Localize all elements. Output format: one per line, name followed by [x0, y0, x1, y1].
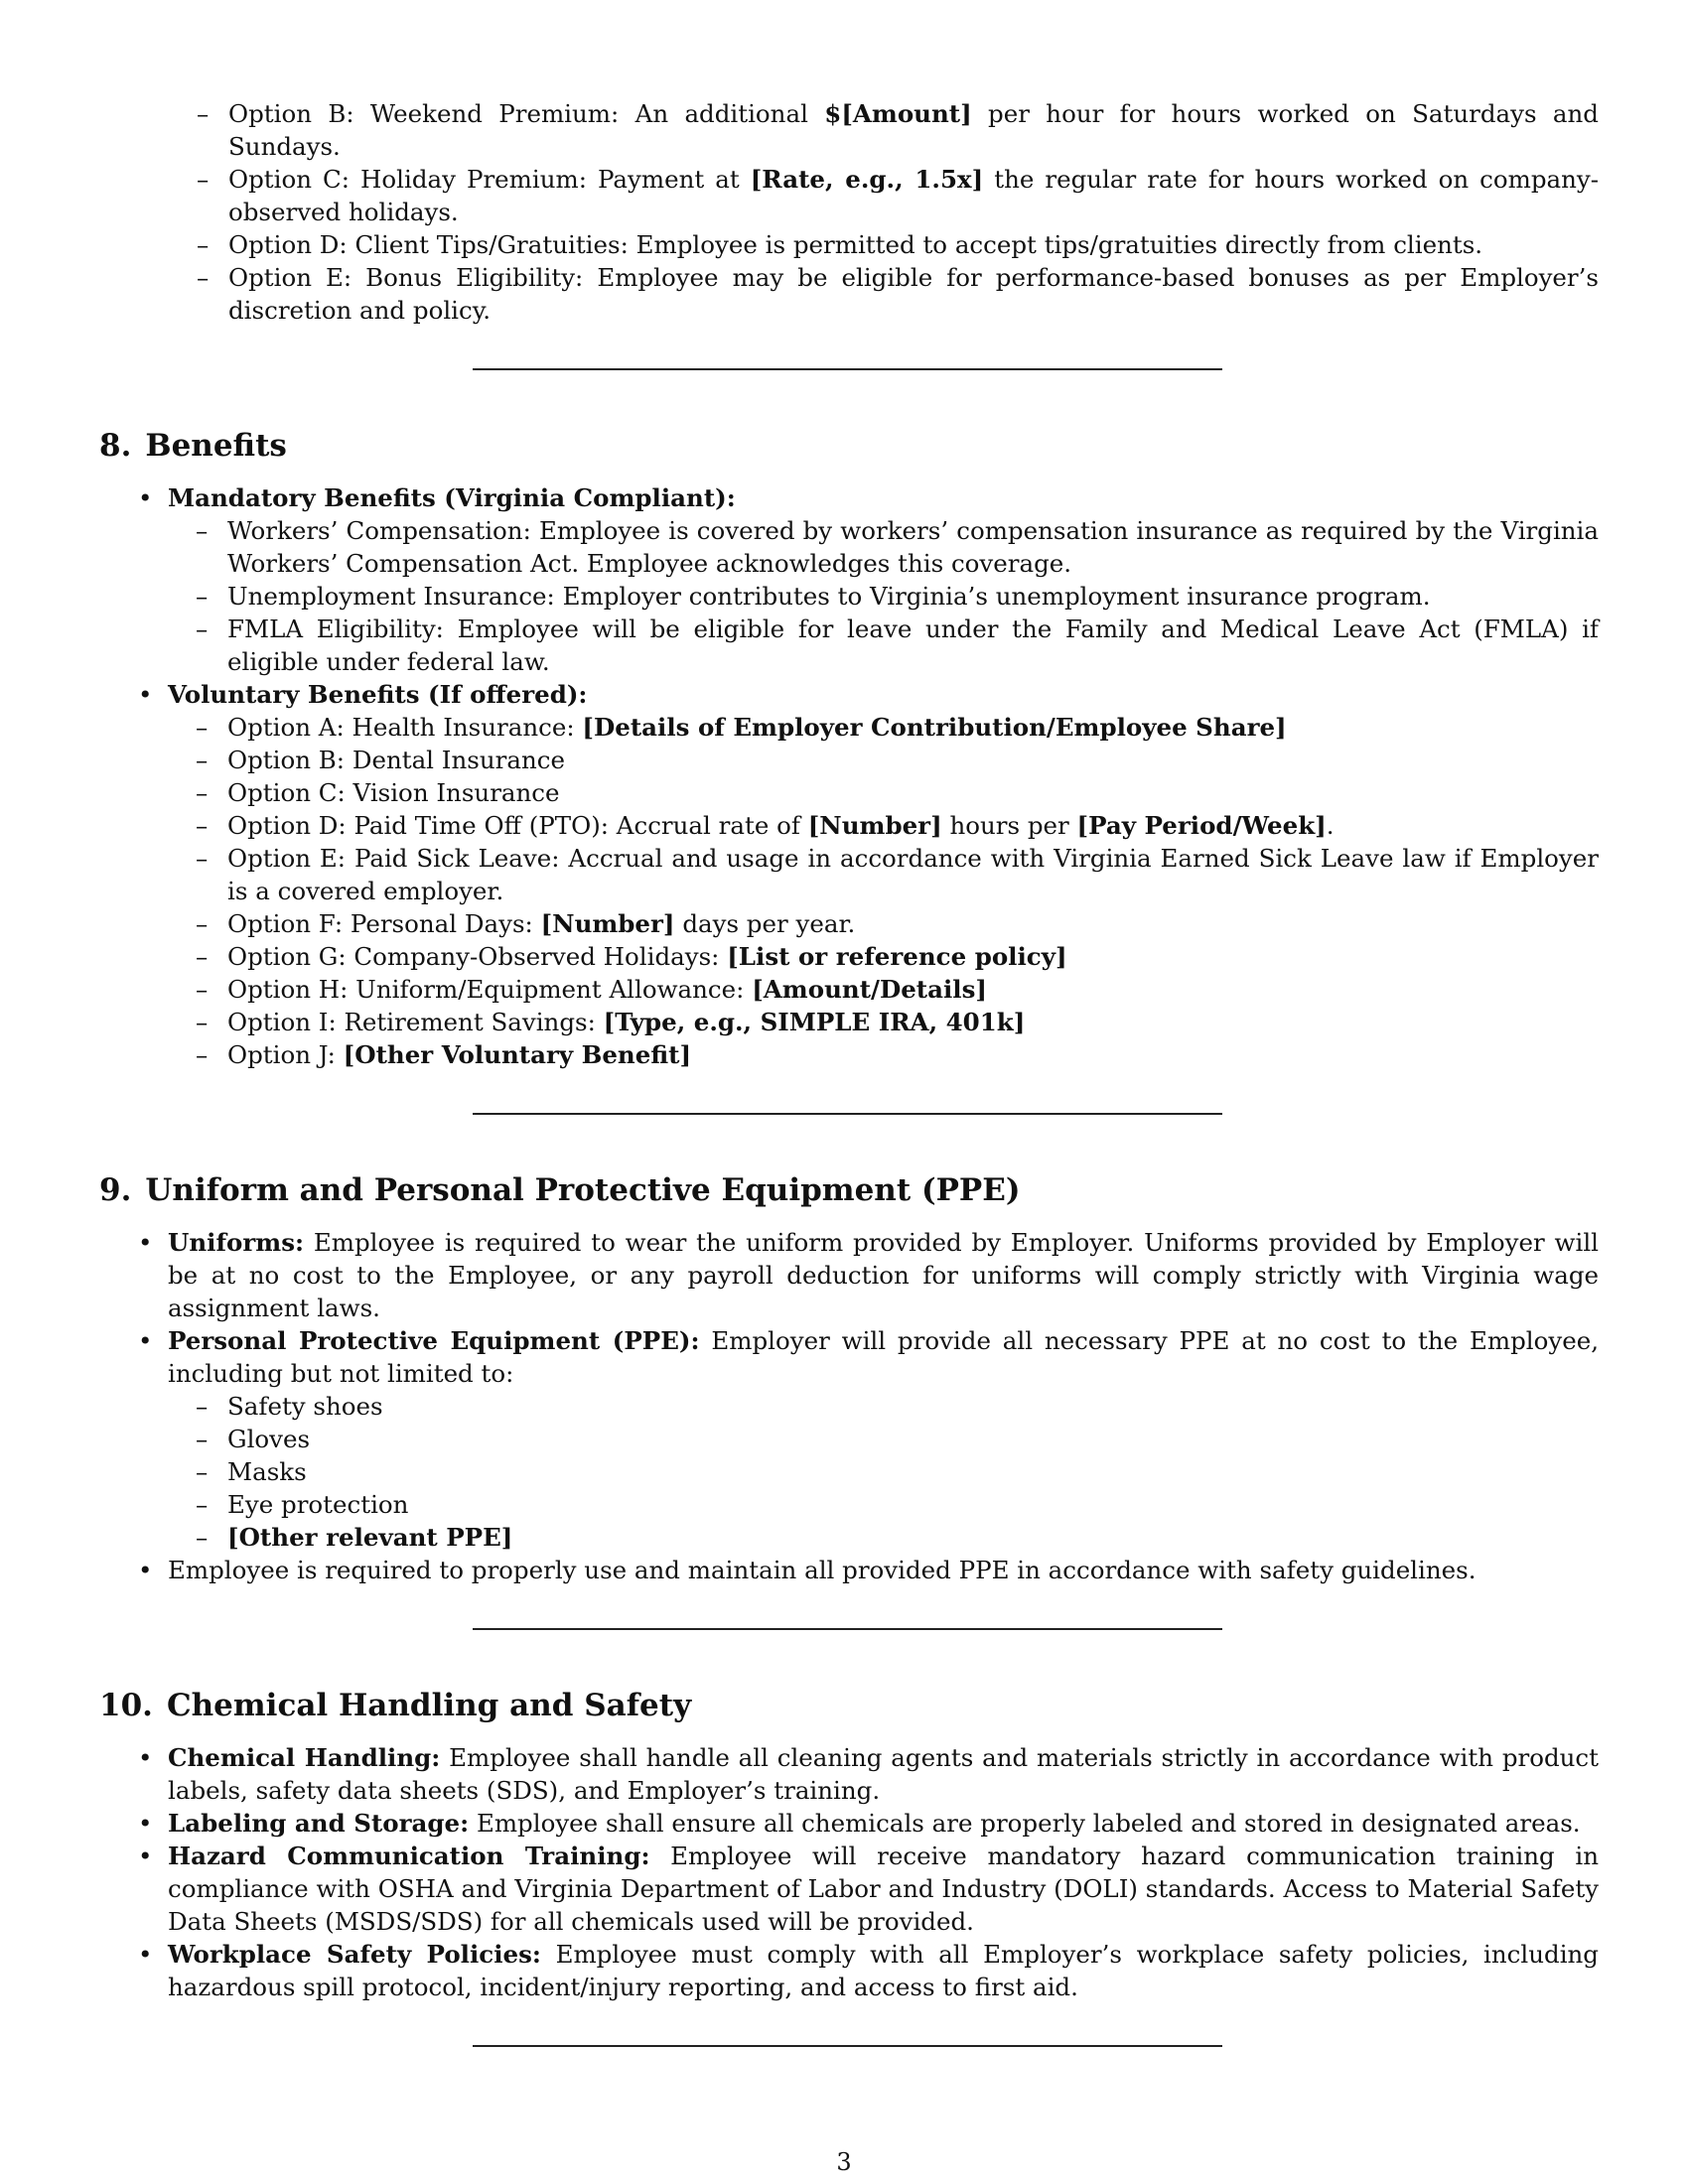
placeholder-text: [Number]: [807, 811, 942, 840]
continued-options-list: [99, 97, 1599, 327]
list-item: [227, 907, 1599, 940]
section-title: Uniform and Personal Protective Equipment (PPE): [145, 1172, 1021, 1208]
item-label: Labeling and Storage:: [168, 1809, 470, 1838]
item-text: Option C: Holiday Premium: Payment at: [228, 165, 751, 194]
item-text: hours per: [941, 811, 1077, 840]
section-number: 9.: [99, 1172, 132, 1208]
placeholder-text: [Other Voluntary Benefit]: [343, 1040, 692, 1069]
section-divider: [473, 368, 1222, 370]
item-text: Employer will provide all necessary PPE at no cost to the Employee, including but not limited to:: [168, 1326, 1599, 1388]
section-uniform-ppe: [99, 1170, 1599, 1586]
list-item: [227, 1521, 1599, 1554]
list-item: – FMLA Eligibility: Employee will be eligible for leave under the Family and Medical Leave Act (FMLA) if eligible under federal law.: [227, 613, 1599, 678]
list-item: – Eye protection: [227, 1488, 1599, 1521]
section-divider: [473, 2045, 1222, 2047]
page-content: [99, 97, 1599, 2103]
list-item: [227, 973, 1599, 1006]
item-text: Option B: Dental Insurance: [227, 746, 565, 774]
item-text: .: [1326, 811, 1335, 840]
item-text: Option D: Client Tips/Gratuities: Employee is permitted to accept tips/gratuities directly from clients.: [228, 230, 1483, 259]
item-label: Workplace Safety Policies:: [168, 1940, 541, 1969]
item-text: Option D: Paid Time Off (PTO): Accrual rate of: [227, 811, 808, 840]
item-label: Hazard Communication Training:: [168, 1842, 650, 1870]
list-item: [227, 744, 1599, 776]
section-divider: [473, 1628, 1222, 1630]
placeholder-text: [Pay Period/Week]: [1076, 811, 1327, 840]
benefits-list: [99, 481, 1599, 1071]
item-text: Employee shall handle all cleaning agents and materials strictly in accordance with product labels, safety data sheets (SDS), and Employer’s training.: [168, 1743, 1599, 1805]
section-number: 8.: [99, 428, 132, 464]
item-text: Option C: Vision Insurance: [227, 778, 560, 807]
section-benefits: [99, 426, 1599, 1071]
list-item: – Unemployment Insurance: Employer contributes to Virginia’s unemployment insurance program.: [227, 580, 1599, 613]
item-label: Mandatory Benefits (Virginia Compliant):: [168, 483, 736, 512]
list-item: [228, 163, 1599, 228]
list-item: – Safety shoes: [227, 1390, 1599, 1423]
ppe-items-list: [168, 1390, 1599, 1554]
section-number: 10.: [99, 1688, 153, 1723]
item-text: Employee must comply with all Employer’s workplace safety policies, including hazardous spill protocol, incident/injury reporting, and access to first aid.: [168, 1940, 1599, 2001]
placeholder-text: [Type, e.g., SIMPLE IRA, 401k]: [603, 1008, 1026, 1036]
list-item: [168, 1840, 1599, 1938]
list-item: [228, 228, 1599, 261]
item-text: Option J:: [227, 1040, 344, 1069]
list-item: [228, 97, 1599, 163]
item-text: Option G: Company-Observed Holidays:: [227, 942, 728, 971]
list-item: [227, 1038, 1599, 1071]
item-text: Option B: Weekend Premium: An additional: [228, 99, 825, 128]
item-label: Voluntary Benefits (If offered):: [168, 680, 588, 709]
placeholder-text: [Rate, e.g., 1.5x]: [750, 165, 984, 194]
list-item: [168, 1324, 1599, 1554]
item-label: Uniforms:: [168, 1228, 305, 1257]
list-item: [227, 711, 1599, 744]
section-chemical-safety: [99, 1686, 1599, 2003]
list-item: [168, 1807, 1599, 1840]
list-item: [168, 481, 1599, 678]
list-item: [227, 809, 1599, 842]
placeholder-text: [Amount/Details]: [752, 975, 987, 1004]
placeholder-text: [Other relevant PPE]: [227, 1523, 513, 1552]
list-item: – Workers’ Compensation: Employee is covered by workers’ compensation insurance as required by the Virginia Workers’ Compensation Act. Employee acknowledges this coverage.: [227, 514, 1599, 580]
page-number: 3: [836, 2148, 852, 2176]
list-item: [168, 678, 1599, 1071]
list-item: [227, 842, 1599, 907]
item-text: Option H: Uniform/Equipment Allowance:: [227, 975, 753, 1004]
item-label: Personal Protective Equipment (PPE):: [168, 1326, 700, 1355]
list-item: [227, 1006, 1599, 1038]
list-item: [168, 1226, 1599, 1324]
placeholder-text: [Number]: [540, 909, 675, 938]
placeholder-text: [List or reference policy]: [727, 942, 1067, 971]
section-title: Benefits: [145, 428, 287, 464]
uniform-ppe-list: [99, 1226, 1599, 1586]
list-item: [228, 261, 1599, 327]
item-text: days per year.: [674, 909, 856, 938]
section-title: Chemical Handling and Safety: [166, 1688, 692, 1723]
list-item: [227, 776, 1599, 809]
section-divider: [473, 1113, 1222, 1115]
item-text: Employee will receive mandatory hazard communication training in compliance with OSHA and Virginia Department of Labor and Industry (DOLI) standards. Access to Material Safety Data Sheets (MSDS/SDS) for all chemicals used will be provided.: [168, 1842, 1599, 1936]
item-text: Employee is required to wear the uniform provided by Employer. Uniforms provided by Employer will be at no cost to the Employee, or any payroll deduction for uniforms will comply strictly with Virginia wage assignment laws.: [168, 1228, 1599, 1322]
item-text: Option A: Health Insurance:: [227, 713, 583, 742]
item-label: Chemical Handling:: [168, 1743, 441, 1772]
item-text: the regular rate for hours worked on company-observed holidays.: [228, 165, 1600, 226]
item-text: Option F: Personal Days:: [227, 909, 541, 938]
list-item: – Gloves: [227, 1423, 1599, 1455]
section-heading: [99, 1686, 1599, 1725]
item-text: per hour for hours worked on Saturdays and Sundays.: [228, 99, 1599, 161]
list-item: [168, 1741, 1599, 1807]
section-heading: [99, 1170, 1599, 1210]
list-item: – Masks: [227, 1455, 1599, 1488]
chemical-safety-list: [99, 1741, 1599, 2003]
placeholder-text: $[Amount]: [824, 99, 972, 128]
voluntary-benefits-list: [168, 711, 1599, 1071]
item-text: Option E: Bonus Eligibility: Employee may be eligible for performance-based bonuses as per Employer’s discretion and policy.: [228, 263, 1599, 325]
list-item: [227, 940, 1599, 973]
list-item: • Employee is required to properly use and maintain all provided PPE in accordance with safety guidelines.: [168, 1554, 1599, 1586]
list-item: [168, 1938, 1599, 2003]
mandatory-benefits-list: [168, 514, 1599, 678]
item-text: Option I: Retirement Savings:: [227, 1008, 604, 1036]
item-text: Employee shall ensure all chemicals are properly labeled and stored in designated areas.: [469, 1809, 1581, 1838]
item-text: Option E: Paid Sick Leave: Accrual and usage in accordance with Virginia Earned Sick Leave law if Employer is a covered employer.: [227, 844, 1599, 905]
section-heading: [99, 426, 1599, 466]
placeholder-text: [Details of Employer Contribution/Employee Share]: [582, 713, 1287, 742]
